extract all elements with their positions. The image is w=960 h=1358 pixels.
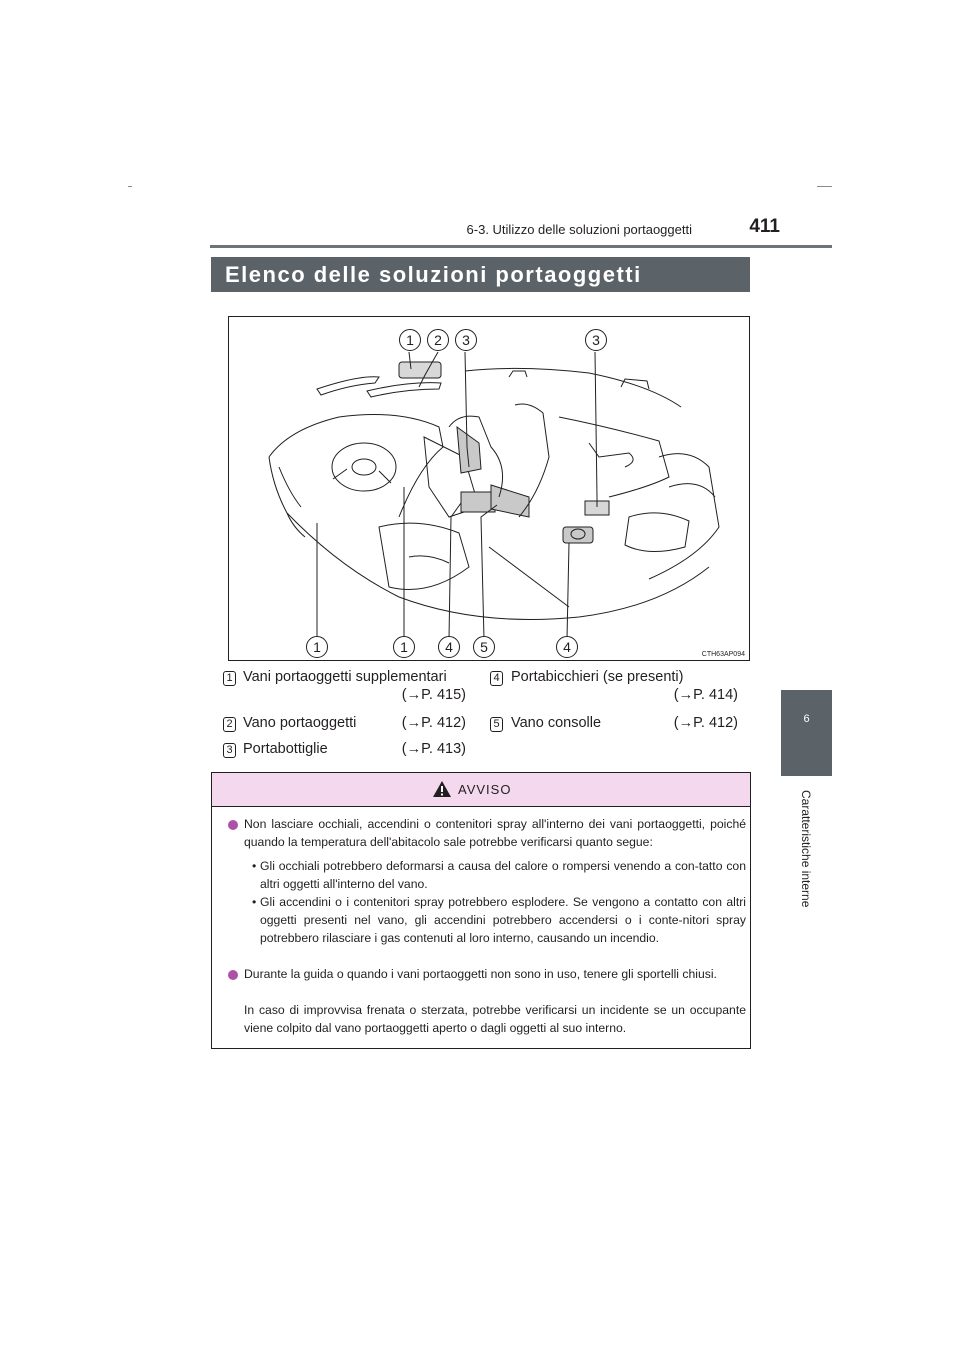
page-number: 411 (749, 216, 780, 237)
warning-paragraph: In caso di improvvisa frenata o sterzata, potrebbe verificarsi un incidente se un occupante viene colpito dal vano portaoggetti aperto o dagli oggetti al suo interno. (244, 1003, 746, 1035)
warning-header (212, 773, 750, 807)
item-label: Portabicchieri (se presenti) (511, 669, 684, 685)
item-ref: (→P. 413) (401, 741, 466, 757)
item-number: 5 (490, 717, 503, 732)
warning-subpoint: Gli occhiali potrebbero deformarsi a causa del calore o rompersi venendo a con-tatto con altri oggetti all'interno del vano. (260, 859, 746, 891)
callout-top-3: 3 (455, 329, 477, 351)
chapter-tab-number: 6 (803, 713, 810, 725)
item-ref: (→P. 412) (401, 715, 466, 731)
running-header-section: 6-3. Utilizzo delle soluzioni portaoggetti (466, 222, 692, 237)
bullet-icon (228, 820, 238, 830)
item-label: Vani portaoggetti supplementari (243, 669, 447, 685)
callout-top-3b: 3 (585, 329, 607, 351)
callout-top-2: 2 (427, 329, 449, 351)
warning-icon (432, 780, 452, 798)
callout-top-1: 1 (399, 329, 421, 351)
warning-subpoint: Gli accendini o i contenitori spray potrebbero esplodere. Se vengono a contatto con altri oggetti presenti nel vano, gli accendini potrebbero accendersi o i conte-nitori spray potrebbero rilasciare i gas contenuti al loro interno, causando un incendio. (260, 895, 746, 945)
sub-bullet-icon: • (252, 895, 257, 909)
item-ref: (→P. 412) (673, 715, 738, 731)
section-title: Elenco delle soluzioni portaoggetti (225, 262, 642, 287)
item-label: Vano consolle (511, 715, 602, 731)
callout-bottom-5: 5 (473, 636, 495, 658)
warning-box (211, 772, 751, 1049)
item-ref: (→P. 415) (401, 687, 466, 703)
item-number: 3 (223, 743, 236, 758)
item-label: Portabottiglie (243, 741, 328, 757)
callout-bottom-1b: 1 (393, 636, 415, 658)
warning-title: AVVISO (458, 782, 512, 797)
warning-paragraph: Durante la guida o quando i vani portaoggetti non sono in uso, tenere gli sportelli chiusi. (244, 967, 717, 981)
callout-bottom-4: 4 (438, 636, 460, 658)
item-ref: (→P. 414) (673, 687, 738, 703)
sub-bullet-icon: • (252, 859, 257, 873)
item-number: 2 (223, 717, 236, 732)
item-label: Vano portaoggetti (243, 715, 357, 731)
callout-bottom-1: 1 (306, 636, 328, 658)
item-number: 4 (490, 671, 503, 686)
item-number: 1 (223, 671, 236, 686)
chapter-tab-label: Caratteristiche interne (799, 790, 813, 908)
bullet-icon (228, 970, 238, 980)
warning-paragraph: Non lasciare occhiali, accendini o contenitori spray all'interno dei vani portaoggetti, poiché quando la temperatura dell'abitacolo sale potrebbe verificarsi quanto segue: (244, 817, 746, 849)
figure-code: CTH63AP094 (701, 651, 745, 658)
callout-bottom-4b: 4 (556, 636, 578, 658)
